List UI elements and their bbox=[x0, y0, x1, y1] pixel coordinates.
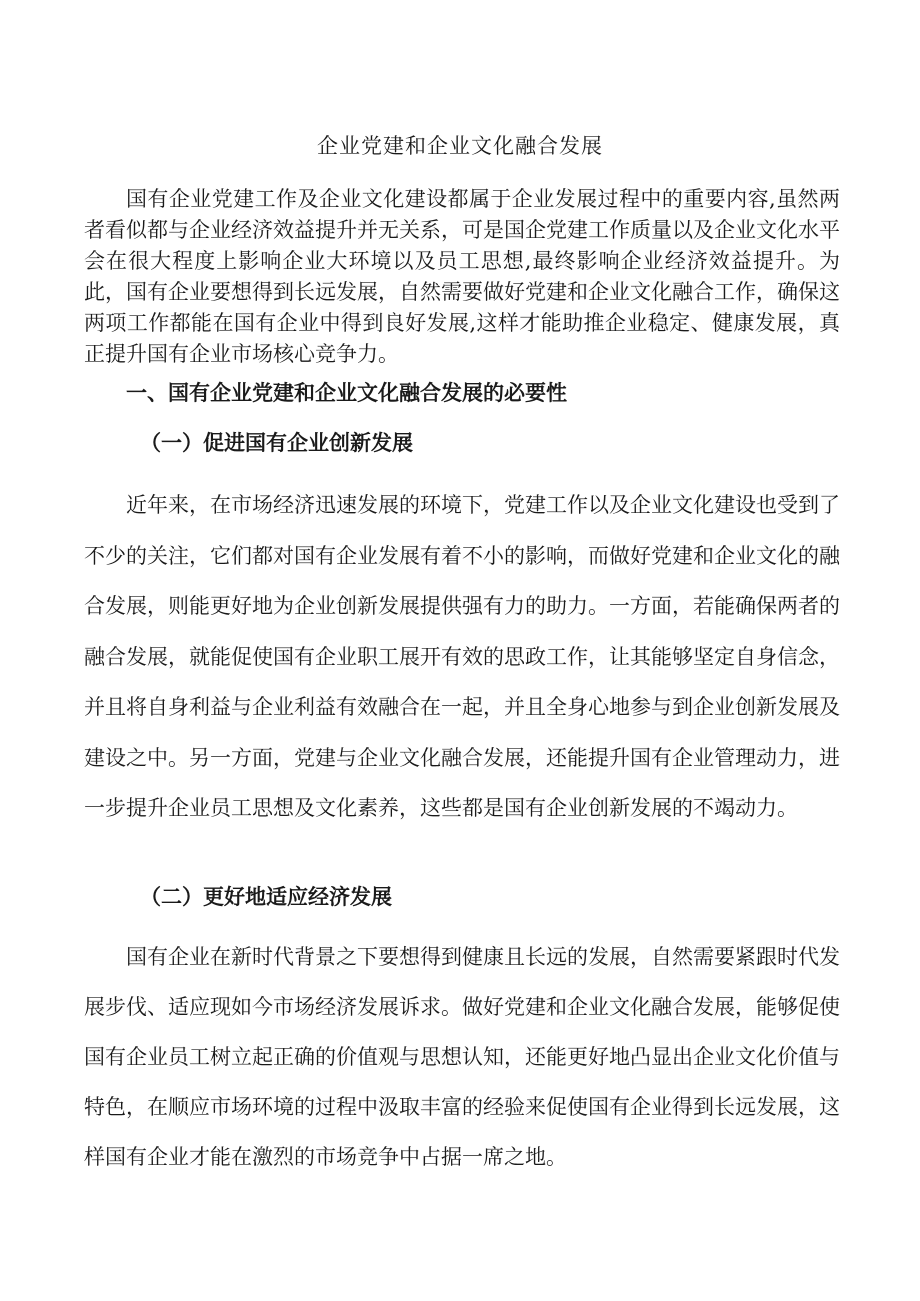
intro-paragraph: 国有企业党建工作及企业文化建设都属于企业发展过程中的重要内容,虽然两者看似都与企业经济效益提升并无关系，可是国企党建工作质量以及企业文化水平会在很大程度上影响企业大环境以及员工思想,最终影响企业经济效益提升。为此，国有企业要想得到长远发展，自然需要做好党建和企业文化融合工作，确保这两项工作都能在国有企业中得到良好发展,这样才能助推企业稳定、健康发展，真正提升国有企业市场核心竞争力。 bbox=[84, 187, 840, 366]
subsection-body-economy: 国有企业在新时代背景之下要想得到健康且长远的发展，自然需要紧跟时代发展步伐、适应现如今市场经济发展诉求。做好党建和企业文化融合发展，能够促使国有企业员工树立起正确的价值观与思想认知，还能更好地凸显出企业文化价值与特色，在顺应市场环境的过程中汲取丰富的经验来促使国有企业得到长远发展，这样国有企业才能在激烈的市场竞争中占据一席之地。 bbox=[84, 945, 840, 1169]
document-title: 企业党建和企业文化融合发展 bbox=[317, 134, 603, 158]
subsection-body-innovation: 近年来，在市场经济迅速发展的环境下，党建工作以及企业文化建设也受到了不少的关注，它们都对国有企业发展有着不小的影响，而做好党建和企业文化的融合发展，则能更好地为企业创新发展提供强有力的助力。一方面，若能确保两者的融合发展，就能促使国有企业职工展开有效的思政工作，让其能够坚定自身信念，并且将自身利益与企业利益有效融合在一起，并且全身心地参与到企业创新发展及建设之中。另一方面，党建与企业文化融合发展，还能提升国有企业管理动力，进一步提升企业员工思想及文化素养，这些都是国有企业创新发展的不竭动力。 bbox=[84, 493, 840, 820]
subsection-heading-economy: （二）更好地适应经济发展 bbox=[140, 884, 392, 909]
section-heading-necessity: 一、国有企业党建和企业文化融合发展的必要性 bbox=[126, 380, 567, 405]
subsection-heading-innovation: （一）促进国有企业创新发展 bbox=[140, 430, 413, 455]
